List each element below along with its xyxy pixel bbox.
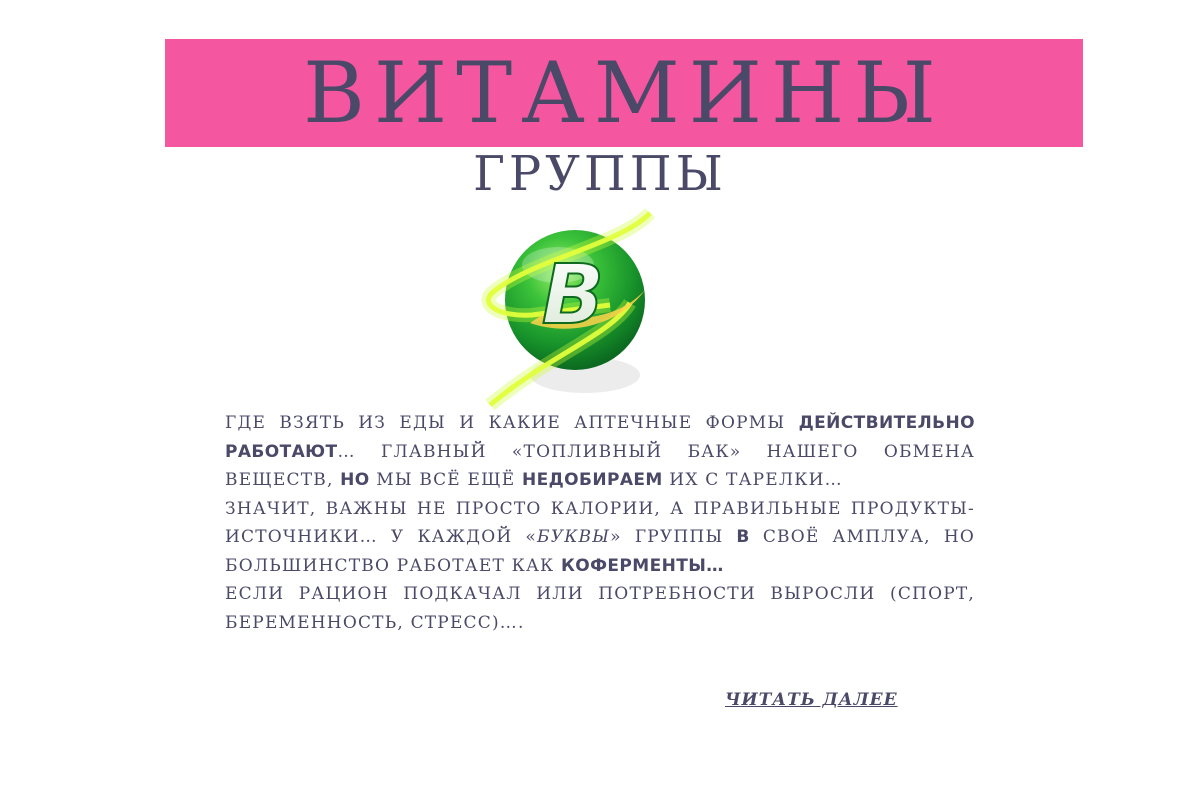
- text-span: ГДЕ ВЗЯТЬ ИЗ ЕДЫ И КАКИЕ АПТЕЧНЫЕ ФОРМЫ: [225, 413, 799, 433]
- page-subtitle: ГРУППЫ: [473, 146, 727, 202]
- read-more-link[interactable]: ЧИТАТЬ ДАЛЕЕ: [725, 690, 898, 710]
- page-title: ВИТАМИНЫ: [303, 44, 945, 142]
- paragraph-3: [225, 580, 975, 637]
- text-span: СВОЁ АМПЛУА, НО БОЛЬШИНСТВО РАБОТАЕТ КАК: [225, 527, 975, 576]
- bold-text: КОФЕРМЕНТЫ…: [561, 555, 724, 576]
- article-text: [225, 409, 975, 637]
- text-span: ИХ С ТАРЕЛКИ…: [662, 470, 843, 490]
- text-span: МЫ ВСЁ ЕЩЁ: [369, 470, 522, 490]
- bold-text: ДЕЙСТВИТЕЛЬНО РАБОТАЮТ: [225, 413, 975, 462]
- paragraph-2: [225, 495, 975, 581]
- bold-text: НО: [340, 470, 370, 490]
- text-span: » ГРУППЫ: [610, 527, 737, 547]
- logo-letter: B: [541, 248, 605, 343]
- bold-text: НЕДОБИРАЕМ: [521, 470, 663, 490]
- vitamin-b-logo-icon: [470, 205, 680, 415]
- bold-text: B: [736, 527, 750, 547]
- italic-text: БУКВЫ: [537, 527, 611, 547]
- text-span: ЗНАЧИТ, ВАЖНЫ НЕ ПРОСТО КАЛОРИИ, А ПРАВИЛЬНЫЕ ПРОДУКТЫ-ИСТОЧНИКИ… У КАЖДОЙ «: [225, 498, 975, 547]
- text-span: ЕСЛИ РАЦИОН ПОДКАЧАЛ ИЛИ ПОТРЕБНОСТИ ВЫРОСЛИ (СПОРТ, БЕРЕМЕННОСТЬ, СТРЕСС)….: [225, 584, 975, 633]
- text-span: … ГЛАВНЫЙ «ТОПЛИВНЫЙ БАК» НАШЕГО ОБМЕНА ВЕЩЕСТВ,: [225, 441, 975, 490]
- paragraph-1: [225, 409, 975, 495]
